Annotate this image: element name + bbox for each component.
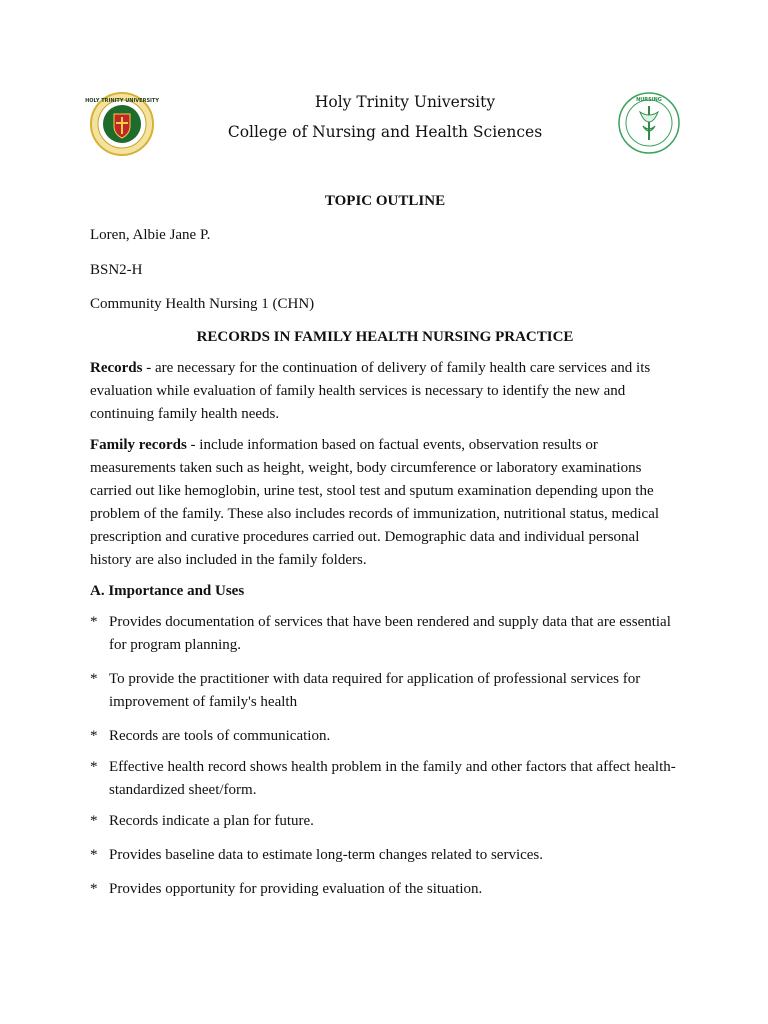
bullet-marker: * (90, 671, 98, 687)
list-item (90, 756, 680, 802)
records-definition (90, 357, 680, 426)
college-name: College of Nursing and Health Sciences (227, 123, 543, 141)
importance-list (90, 611, 680, 901)
student-name: Loren, Albie Jane P. (90, 227, 211, 243)
list-item (90, 844, 680, 867)
bullet-marker: * (90, 614, 98, 630)
list-item (90, 810, 680, 833)
family-records-definition (90, 434, 680, 572)
right-seal-ring-text: NURSING (636, 97, 662, 103)
list-item-text: Effective health record shows health problem in the family and other factors that affect health-standardized sheet/form. (109, 759, 676, 798)
document-body (90, 190, 680, 909)
document-header (85, 90, 680, 160)
records-term: Records (90, 360, 143, 376)
left-seal-ring-text: HOLY TRINITY UNIVERSITY (85, 98, 159, 104)
list-item-text: Records indicate a plan for future. (109, 813, 314, 829)
list-item (90, 878, 680, 901)
bullet-marker: * (90, 728, 98, 744)
list-item (90, 725, 680, 748)
section-a-heading: A. Importance and Uses (90, 583, 245, 599)
list-item (90, 668, 680, 714)
list-item (90, 611, 680, 657)
course-name: Community Health Nursing 1 (CHN) (90, 296, 315, 312)
list-item-text: Provides opportunity for providing evaluation of the situation. (109, 881, 483, 897)
bullet-marker: * (90, 847, 98, 863)
bullet-marker: * (90, 813, 98, 829)
bullet-marker: * (90, 881, 98, 897)
nursing-seal-icon (618, 92, 680, 154)
list-item-text: Provides baseline data to estimate long-term changes related to services. (109, 847, 544, 863)
family-records-term: Family records (90, 437, 187, 453)
university-seal-icon (85, 92, 159, 156)
list-item-text: To provide the practitioner with data required for application of professional services for improvement of family's health (109, 671, 641, 710)
list-item-text: Records are tools of communication. (109, 728, 331, 744)
document-title: TOPIC OUTLINE (324, 193, 446, 209)
list-item-text: Provides documentation of services that have been rendered and supply data that are essential for program planning. (109, 614, 671, 653)
bullet-marker: * (90, 759, 98, 775)
university-name: Holy Trinity University (314, 93, 496, 111)
records-text: - are necessary for the continuation of delivery of family health care services and its evaluation while evaluation of family health services is necessary to identify the new and continuing family health needs. (90, 360, 651, 422)
family-records-text: - include information based on factual events, observation results or measurements taken such as height, weight, body circumference or laboratory examinations carried out like hemoglobin, urine test, stool test and sputum examination depending upon the problem of the family. These also includes records of immunization, nutritional status, medical prescription and curative procedures carried out. Demographic data and individual personal history are also included in the family folders. (90, 437, 660, 568)
topic-heading: RECORDS IN FAMILY HEALTH NURSING PRACTICE (196, 329, 574, 345)
student-section: BSN2-H (90, 261, 143, 278)
